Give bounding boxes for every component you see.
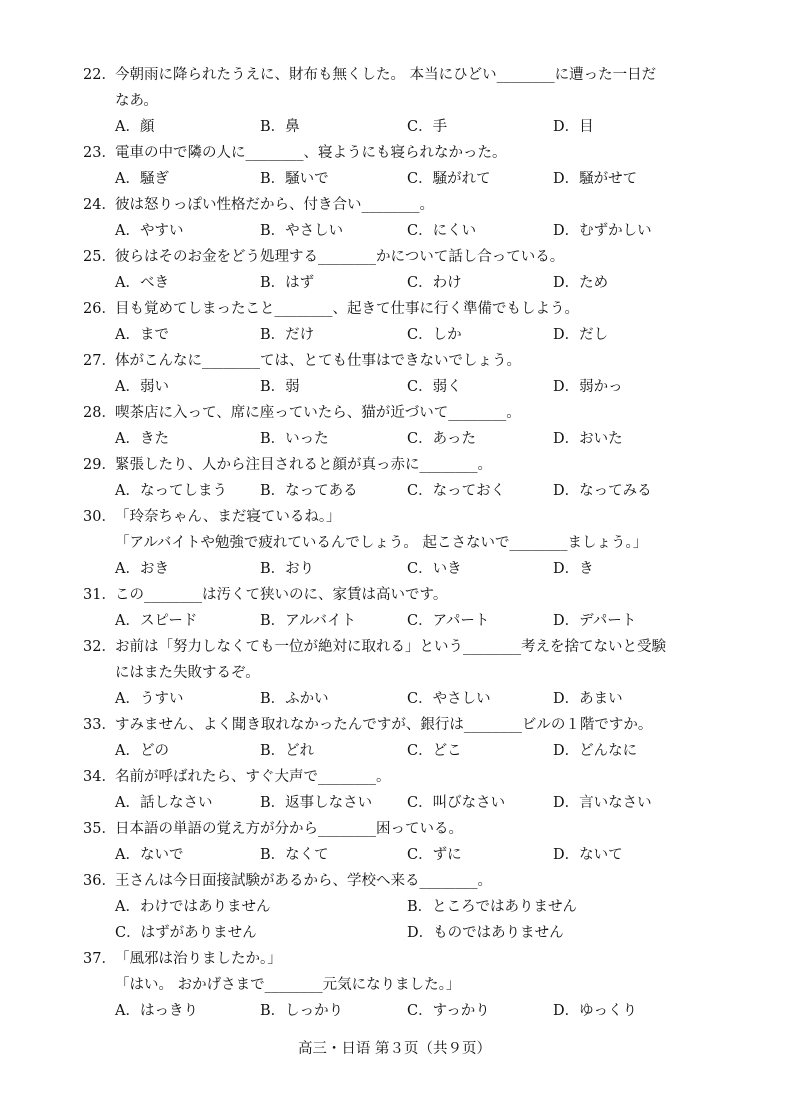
question-text: 名前が呼ばれたら、すぐ大声で________。 [115,769,391,785]
option-c: C．あった [407,431,476,447]
question-text: 「アルバイトや勉強で疲れているんでしょう。 起こさないで________ましょう。」 [115,535,648,551]
option-a: A．騒ぎ [115,171,169,187]
question-number: 30． [83,509,116,525]
question-text: 電車の中で隣の人に________、寝ようにも寝られなかった。 [115,145,507,161]
question-number: 26． [83,301,116,317]
question-number: 33． [83,717,116,733]
option-d: D．目 [553,119,594,135]
question-number: 25． [83,249,116,265]
question-number: 34． [83,769,116,785]
option-b: B．弱 [260,379,300,395]
option-b: B．騒いで [260,171,329,187]
question-text: 目も覚めてしまったこと________、起きて仕事に行く準備でもしよう。 [115,301,579,317]
option-c: C．叫びなさい [407,795,506,811]
question-text: 日本語の単語の覚え方が分から________困っている。 [115,821,463,837]
question-text: 体がこんなに________ては、とても仕事はできないでしょう。 [115,353,521,369]
option-b: B．ふかい [260,691,329,707]
question-text: 緊張したり、人から注目されると顔が真っ赤に________。 [115,457,492,473]
question-text: 彼らはそのお金をどう処理する________かについて話し合っている。 [115,249,565,265]
question-text: 「風邪は治りましたか。」 [115,951,282,967]
option-d: D．あまい [553,691,623,707]
option-b: B．アルバイト [260,613,357,629]
option-d: D．ゆっくり [553,1003,637,1019]
option-c: C．にくい [407,223,477,239]
question-text: 今朝雨に降られたうえに、財布も無くした。 本当にひどい________に遭った一日だ [115,67,657,83]
option-c: C．弱く [407,379,462,395]
option-a: A．うすい [115,691,184,707]
question-text: 喫茶店に入って、席に座っていたら、猫が近づいて________。 [115,405,521,421]
option-d: D．どんなに [553,743,638,759]
question-number: 24． [83,197,116,213]
question-number: 35． [83,821,116,837]
option-b: B．いった [260,431,329,447]
option-c: C．騒がれて [407,171,491,187]
option-d: D．むずかしい [553,223,652,239]
option-a: A．顔 [115,119,155,135]
question-number: 27． [83,353,116,369]
option-d: D．ないて [553,847,623,863]
option-b: B．鼻 [260,119,300,135]
option-c: C．やさしい [407,691,491,707]
option-d: D．騒がせて [553,171,638,187]
question-number: 36． [83,873,116,889]
option-c: C．なっておく [407,483,506,499]
option-b: B．返事しなさい [260,795,373,811]
option-b: B．おり [260,561,315,577]
question-text: 王さんは今日面接試験があるから、学校へ来る________。 [115,873,492,889]
option-a: A．やすい [115,223,184,239]
option-d: D．ため [553,275,609,291]
option-a: A．なってしまう [115,483,227,499]
question-text: なあ。 [115,93,158,109]
option-c: C．アパート [407,613,490,629]
option-a: A．べき [115,275,169,291]
option-c: C．どこ [407,743,462,759]
option-a: A．きた [115,431,169,447]
option-b: B．はず [260,275,315,291]
option-c: C．わけ [407,275,462,291]
option-a: A．おき [115,561,169,577]
option-c: C．いき [407,561,462,577]
option-a: A．弱い [115,379,169,395]
question-text: 彼は怒りっぽい性格だから、付き合い________。 [115,197,434,213]
question-text: 「はい。 おかげさまで________元気になりました。」 [115,977,461,993]
question-number: 29． [83,457,116,473]
option-a: A．どの [115,743,169,759]
question-text: にはまた失敗するぞ。 [115,665,260,681]
option-b: B．やさしい [260,223,344,239]
option-d: D．デパート [553,613,637,629]
question-number: 28． [83,405,116,421]
option-a: A．スピード [115,613,198,629]
question-text: この________は汚くて狭いのに、家賃は高いです。 [115,587,448,603]
page-footer: 高三・日语 第３页（共９页） [297,1041,492,1057]
question-number: 37． [83,951,116,967]
option-b: B．だけ [260,327,315,343]
option-a: A．話しなさい [115,795,213,811]
option-a: A．わけではありません [115,899,271,915]
option-c: C．はずがありません [115,925,257,941]
option-a: A．ないで [115,847,184,863]
option-c: C．しか [407,327,462,343]
option-b: B．なくて [260,847,329,863]
question-number: 23． [83,145,116,161]
option-b: B．なってある [260,483,358,499]
option-d: D．ものではありません [407,925,564,941]
option-a: A．まで [115,327,169,343]
question-text: 「玲奈ちゃん、まだ寝ているね。」 [115,509,341,525]
option-d: D．言いなさい [553,795,652,811]
option-d: D．き [553,561,594,577]
option-b: B．どれ [260,743,315,759]
option-c: C．ずに [407,847,462,863]
option-d: D．弱かっ [553,379,623,395]
option-b: B．しっかり [260,1003,344,1019]
option-a: A．はっきり [115,1003,198,1019]
option-d: D．おいた [553,431,623,447]
option-b: B．ところではありません [407,899,578,915]
question-number: 32． [83,639,116,655]
option-c: C．手 [407,119,448,135]
question-text: お前は「努力しなくても一位が絶対に取れる」という________考えを捨てないと受験 [115,639,666,655]
question-number: 31． [83,587,116,603]
option-d: D．なってみる [553,483,652,499]
option-c: C．すっかり [407,1003,490,1019]
question-text: すみません、よく聞き取れなかったんですが、銀行は________ビルの１階ですか。 [115,717,653,733]
option-d: D．だし [553,327,609,343]
question-number: 22． [83,67,116,83]
